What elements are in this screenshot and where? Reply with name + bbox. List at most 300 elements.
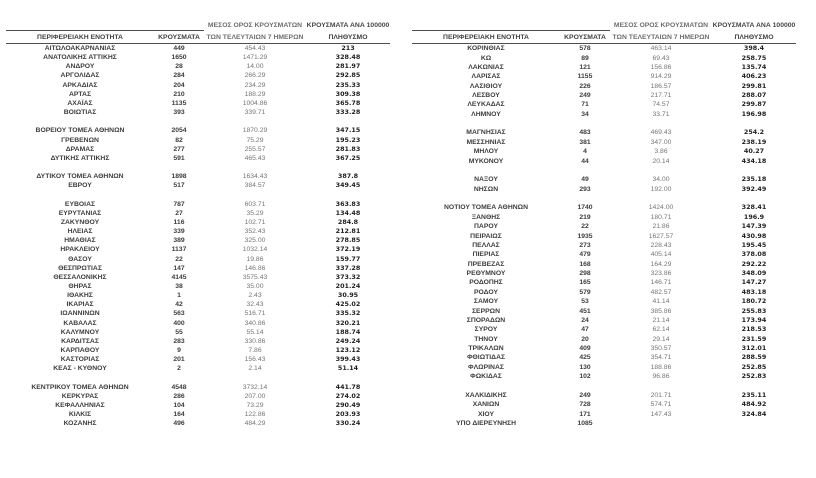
cell-region-name: ΚΑΡΔΙΤΣΑΣ — [61, 337, 99, 345]
cell-avg7: 69.43 — [652, 54, 670, 62]
cell-avg7: 164.29 — [650, 260, 672, 268]
cell-cases: 165 — [579, 279, 591, 287]
cell-per100k: 147.39 — [741, 222, 767, 231]
cell-avg7: 217.71 — [650, 92, 672, 99]
table-row — [6, 392, 390, 401]
cell-cases: 496 — [173, 420, 185, 428]
table-row — [412, 110, 796, 119]
table-row — [6, 53, 390, 62]
cell-cases: 22 — [581, 223, 589, 231]
cell-region-name: ΛΕΣΒΟΥ — [472, 92, 500, 99]
cell-cases: 277 — [173, 145, 185, 153]
cell-avg7: 156.43 — [244, 356, 266, 364]
cell-per100k: 212.81 — [335, 227, 361, 236]
cell-region-name: ΣΕΡΡΩΝ — [471, 307, 501, 315]
cell-avg7: 574.71 — [650, 401, 672, 409]
cell-avg7: 186.57 — [650, 82, 672, 90]
cell-avg7: 7.86 — [248, 347, 262, 355]
table-row — [412, 353, 796, 362]
cell-region-name: ΤΗΝΟΥ — [474, 335, 498, 343]
cell-per100k: 258.75 — [741, 53, 767, 62]
table-row — [6, 300, 390, 309]
cell-per100k: 367.25 — [335, 153, 361, 162]
cell-per100k: 399.43 — [335, 355, 361, 364]
group-spacer — [412, 119, 796, 128]
table-row — [6, 218, 390, 227]
cell-avg7: 2.14 — [248, 365, 262, 373]
cell-avg7: 354.71 — [650, 354, 672, 362]
cell-region-name: ΚΙΛΚΙΣ — [68, 411, 92, 419]
table-row — [6, 200, 390, 209]
header-cases-spacer — [154, 20, 204, 31]
table-row — [412, 203, 796, 212]
cell-cases: 517 — [173, 182, 185, 190]
cell-avg7: 188.29 — [244, 90, 266, 98]
cell-per100k: 135.74 — [741, 62, 767, 71]
cell-cases: 1650 — [171, 54, 187, 62]
table-row — [412, 147, 796, 156]
cell-per100k: 337.28 — [335, 263, 361, 272]
cell-per100k: 252.83 — [741, 372, 767, 381]
cell-per100k: 328.41 — [741, 203, 767, 212]
cell-region-name: ΛΑΣΙΘΙΟΥ — [469, 82, 503, 90]
cell-cases: 381 — [579, 138, 591, 146]
table-row — [412, 63, 796, 72]
cell-region-name: ΧΑΛΚΙΔΙΚΗΣ — [465, 391, 507, 399]
cell-per100k: 378.08 — [741, 250, 767, 259]
cell-avg7: 73.29 — [246, 402, 264, 410]
table-row — [412, 269, 796, 278]
cell-per100k: 330.24 — [335, 419, 361, 428]
cell-per100k: 398.4 — [743, 44, 765, 53]
cell-per100k: 159.77 — [335, 254, 361, 263]
table-row — [412, 44, 796, 54]
cell-cases: 400 — [173, 319, 185, 327]
cell-cases: 204 — [173, 81, 185, 89]
cell-region-name: ΝΟΤΙΟΥ ΤΟΜΕΑ ΑΘΗΝΩΝ — [444, 204, 528, 212]
cell-region-name: ΚΑΡΠΑΘΟΥ — [60, 347, 100, 355]
cell-cases: 130 — [579, 363, 591, 371]
cell-per100k: 299.81 — [741, 81, 767, 90]
cell-per100k: 173.94 — [741, 315, 767, 324]
cell-cases: 34 — [581, 110, 589, 118]
cell-region-name: ΜΕΣΣΗΝΙΑΣ — [466, 138, 506, 146]
cell-per100k: 203.93 — [335, 410, 361, 419]
cell-cases: 339 — [173, 228, 185, 236]
cell-per100k: 324.84 — [741, 409, 767, 418]
cell-region-name: ΚΑΛΥΜΝΟΥ — [60, 328, 100, 336]
cell-per100k: 372.19 — [335, 245, 361, 254]
cell-avg7: 201.71 — [650, 391, 672, 399]
cell-per100k: 281.97 — [335, 62, 361, 71]
cell-per100k: 288.59 — [741, 353, 767, 362]
cell-avg7: 255.57 — [244, 145, 266, 153]
cell-region-name: ΔΥΤΙΚΟΥ ΤΟΜΕΑ ΑΘΗΝΩΝ — [36, 173, 124, 181]
cell-region-name: ΚΕΦΑΛΛΗΝΙΑΣ — [55, 402, 105, 410]
cell-cases: 1135 — [171, 99, 187, 107]
cell-per100k: 335.32 — [335, 309, 361, 318]
cell-per100k: 349.45 — [335, 181, 361, 190]
cell-per100k: 292.85 — [335, 71, 361, 80]
table-row — [412, 128, 796, 137]
table-row — [6, 410, 390, 419]
table-body-left — [6, 44, 390, 429]
cell-region-name: ΡΟΔΟΠΗΣ — [469, 279, 503, 287]
header-region-spacer — [6, 20, 154, 31]
cell-region-name: ΠΙΕΡΙΑΣ — [472, 251, 500, 259]
cell-cases: 4 — [583, 148, 587, 156]
cell-cases: 591 — [173, 154, 185, 162]
group-spacer — [6, 374, 390, 383]
cell-cases: 284 — [173, 72, 185, 80]
cell-avg7: 385.86 — [650, 307, 672, 315]
cell-cases: 171 — [579, 410, 591, 418]
table-row — [412, 372, 796, 381]
cell-region-name: ΡΕΘΥΜΝΟΥ — [466, 270, 506, 278]
cell-per100k: 441.78 — [335, 382, 361, 391]
cell-avg7: 1471.29 — [242, 54, 268, 62]
table-row — [412, 157, 796, 166]
table-row — [6, 355, 390, 364]
cell-avg7: 35.29 — [246, 209, 264, 217]
cell-per100k: 201.24 — [335, 282, 361, 291]
table-row — [6, 264, 390, 273]
table-row — [412, 53, 796, 62]
cell-region-name: ΑΡΚΑΔΙΑΣ — [62, 81, 98, 89]
cell-cases: 121 — [579, 63, 591, 71]
col-header-per100k-line2: ΠΛΗΘΥΣΜΟ — [306, 31, 390, 44]
cell-cases: 164 — [173, 411, 185, 419]
cell-avg7: 75.29 — [246, 136, 264, 144]
cell-avg7: 62.14 — [652, 326, 670, 334]
col-header-avg7-line1: ΜΕΣΟΣ ΟΡΟΣ ΚΡΟΥΣΜΑΤΩΝ — [613, 21, 709, 29]
cell-region-name: ΙΚΑΡΙΑΣ — [66, 301, 94, 309]
group-spacer — [6, 117, 390, 126]
cell-per100k: 147.27 — [741, 278, 767, 287]
col-header-avg7-line2: ΤΩΝ ΤΕΛΕΥΤΑΙΩΝ 7 ΗΜΕΡΩΝ — [610, 31, 712, 44]
col-header-cases: ΚΡΟΥΣΜΑΤΑ — [560, 31, 610, 44]
cell-avg7: 347.00 — [650, 138, 672, 146]
table-row — [412, 260, 796, 269]
cell-region-name: ΚΩ — [480, 54, 492, 62]
spacer-cell — [6, 190, 390, 199]
cell-region-name: ΒΟΙΩΤΙΑΣ — [63, 109, 97, 117]
cell-cases: 249 — [579, 92, 591, 99]
table-row — [412, 344, 796, 353]
cell-region-name: ΑΝΔΡΟΥ — [65, 63, 95, 71]
header-row-top — [6, 20, 390, 31]
cell-avg7: 325.00 — [244, 237, 266, 245]
cell-per100k: 123.12 — [335, 346, 361, 355]
table-row — [6, 227, 390, 236]
cell-cases: 393 — [173, 109, 185, 117]
table-row — [6, 273, 390, 282]
cell-avg7: 330.86 — [244, 337, 266, 345]
table-row — [6, 419, 390, 428]
table-row — [412, 400, 796, 409]
cell-avg7: 1004.86 — [242, 99, 268, 107]
cell-cases: 53 — [581, 298, 589, 306]
cell-cases: 102 — [579, 373, 591, 381]
cell-per100k: 328.48 — [335, 53, 361, 62]
col-header-per100k-line1: ΚΡΟΥΣΜΑΤΑ ΑΝΑ 100000 — [712, 21, 796, 29]
cell-region-name: ΔΥΤΙΚΗΣ ΑΤΤΙΚΗΣ — [50, 154, 110, 162]
cell-region-name: ΘΕΣΣΑΛΟΝΙΚΗΣ — [53, 273, 107, 281]
cell-per100k: 235.33 — [335, 80, 361, 89]
cell-region-name: ΦΘΙΩΤΙΔΑΣ — [466, 354, 506, 362]
header-cases-spacer — [560, 20, 610, 31]
col-header-per100k-line2: ΠΛΗΘΥΣΜΟ — [712, 31, 796, 44]
spacer-cell — [412, 381, 796, 390]
header-row-top — [412, 20, 796, 31]
cell-cases: 298 — [579, 270, 591, 278]
cell-avg7: 234.29 — [244, 81, 266, 89]
cell-avg7: 454.43 — [244, 45, 266, 52]
table-body-right — [412, 44, 796, 429]
cell-per100k: 281.83 — [335, 144, 361, 153]
cell-region-name: ΠΡΕΒΕΖΑΣ — [467, 260, 505, 268]
col-header-avg7-line2: ΤΩΝ ΤΕΛΕΥΤΑΙΩΝ 7 ΗΜΕΡΩΝ — [204, 31, 306, 44]
table-row — [6, 181, 390, 190]
cell-per100k: 483.18 — [741, 287, 767, 296]
table-row — [6, 145, 390, 154]
cell-avg7: 405.14 — [650, 251, 672, 259]
cell-avg7: 122.86 — [244, 411, 266, 419]
cell-region-name: ΠΑΡΟΥ — [474, 223, 498, 231]
cell-avg7: 156.86 — [650, 63, 672, 71]
cell-region-name: ΑΝΑΤΟΛΙΚΗΣ ΑΤΤΙΚΗΣ — [43, 54, 117, 62]
cell-region-name: ΘΗΡΑΣ — [68, 283, 92, 291]
cell-avg7: 266.29 — [244, 72, 266, 80]
group-spacer — [6, 163, 390, 172]
cell-region-name: ΠΕΙΡΑΙΩΣ — [470, 232, 502, 240]
cell-per100k: 406.23 — [741, 72, 767, 81]
cell-avg7: 146.71 — [650, 279, 672, 287]
cell-avg7: 3575.43 — [242, 273, 268, 281]
cell-avg7: 482.57 — [650, 288, 672, 296]
table-row — [412, 325, 796, 334]
cell-per100k: 254.2 — [743, 128, 765, 137]
table-row — [6, 364, 390, 373]
cell-region-name: ΛΑΡΙΣΑΣ — [471, 73, 501, 81]
table-row — [412, 419, 796, 429]
cell-region-name: ΛΑΚΩΝΙΑΣ — [468, 63, 504, 71]
cell-region-name: ΑΧΑΪΑΣ — [67, 99, 93, 107]
cell-avg7: 340.86 — [244, 319, 266, 327]
table-row — [412, 72, 796, 81]
cell-per100k: 387.8 — [337, 172, 359, 181]
table-row — [6, 383, 390, 392]
cell-avg7: 384.57 — [244, 182, 266, 190]
table-row — [6, 136, 390, 145]
cell-per100k: 274.02 — [335, 391, 361, 400]
cell-region-name: ΣΠΟΡΑΔΩΝ — [466, 316, 506, 324]
cell-region-name: ΙΘΑΚΗΣ — [67, 292, 93, 300]
cell-region-name: ΒΟΡΕΙΟΥ ΤΟΜΕΑ ΑΘΗΝΩΝ — [35, 127, 125, 135]
cell-per100k: 320.21 — [335, 318, 361, 327]
cell-avg7: 1634.43 — [242, 173, 268, 181]
cell-avg7: 35.00 — [246, 283, 264, 291]
cell-cases: 226 — [579, 82, 591, 90]
table-row — [412, 278, 796, 287]
cell-avg7: 192.00 — [650, 185, 672, 193]
cell-region-name: ΦΩΚΙΔΑΣ — [470, 373, 502, 381]
table-row — [412, 185, 796, 194]
cell-per100k: 30.95 — [337, 291, 359, 300]
cell-region-name: ΗΡΑΚΛΕΙΟΥ — [60, 246, 100, 254]
cell-cases: 479 — [579, 251, 591, 259]
cell-per100k: 134.48 — [335, 208, 361, 217]
cell-per100k: 238.19 — [741, 137, 767, 146]
cell-avg7: 1870.29 — [242, 127, 268, 135]
cell-per100k: 284.8 — [337, 217, 359, 226]
cell-avg7: 146.86 — [244, 264, 266, 272]
table-row — [412, 100, 796, 109]
cell-region-name: ΗΛΕΙΑΣ — [67, 228, 93, 236]
table-row — [6, 245, 390, 254]
table-row — [6, 62, 390, 71]
cell-cases: 168 — [579, 260, 591, 268]
cell-region-name: ΡΟΔΟΥ — [474, 288, 498, 296]
cell-region-name: ΖΑΚΥΝΘΟΥ — [60, 218, 100, 226]
cell-cases: 71 — [581, 101, 589, 109]
table-row — [412, 288, 796, 297]
cell-cases: 4145 — [171, 273, 187, 281]
table-row — [412, 250, 796, 259]
spacer-cell — [6, 117, 390, 126]
regional-table-right — [412, 20, 796, 429]
table-row — [6, 401, 390, 410]
table-header — [6, 20, 390, 44]
cell-avg7: 1627.57 — [648, 232, 674, 240]
cell-region-name: ΚΑΣΤΟΡΙΑΣ — [60, 356, 100, 364]
cell-avg7 — [610, 419, 712, 429]
cell-cases: 579 — [579, 288, 591, 296]
cell-avg7: 55.14 — [246, 328, 264, 336]
table-row — [412, 391, 796, 400]
cell-per100k: 292.22 — [741, 259, 767, 268]
cell-per100k: 288.07 — [741, 91, 767, 99]
cell-per100k: 213 — [341, 44, 355, 52]
cell-avg7: 102.71 — [244, 218, 266, 226]
table-row — [412, 213, 796, 222]
cell-cases: 1137 — [171, 246, 187, 254]
cell-region-name: ΘΕΣΠΡΩΤΙΑΣ — [58, 264, 102, 272]
cell-per100k: 363.83 — [335, 199, 361, 208]
cell-cases: 449 — [173, 45, 185, 52]
table-row — [412, 231, 796, 240]
cell-region-name: ΑΡΤΑΣ — [68, 90, 92, 98]
cell-cases: 2054 — [171, 127, 187, 135]
cell-avg7: 147.43 — [650, 410, 672, 418]
cell-cases: 1898 — [171, 173, 187, 181]
spacer-cell — [412, 119, 796, 128]
cell-avg7: 3.86 — [654, 148, 668, 156]
table-row — [412, 82, 796, 91]
cell-cases: 283 — [173, 337, 185, 345]
cell-cases: 286 — [173, 392, 185, 400]
cell-avg7: 21.14 — [652, 316, 670, 324]
group-spacer — [412, 381, 796, 390]
cell-cases: 249 — [579, 391, 591, 399]
cell-cases: 563 — [173, 310, 185, 318]
cell-region-name: ΝΑΞΟΥ — [474, 176, 498, 184]
cell-region-name: ΞΑΝΘΗΣ — [471, 213, 501, 221]
cell-per100k: 195.45 — [741, 240, 767, 249]
table-row — [412, 175, 796, 184]
cell-cases: 1 — [177, 292, 181, 300]
cell-per100k — [712, 419, 796, 429]
cell-avg7: 3732.14 — [242, 383, 268, 391]
table-row — [6, 71, 390, 80]
cell-cases: 55 — [175, 328, 183, 336]
table-row — [6, 346, 390, 355]
table-row — [412, 306, 796, 315]
table-row — [6, 81, 390, 90]
cell-per100k: 249.24 — [335, 336, 361, 345]
col-header-region: ΠΕΡΙΦΕΡΕΙΑΚΗ ΕΝΟΤΗΤΑ — [412, 31, 560, 44]
cell-region-name: ΜΑΓΝΗΣΙΑΣ — [466, 129, 506, 137]
cell-avg7: 41.14 — [652, 298, 670, 306]
spacer-cell — [412, 194, 796, 203]
cell-avg7: 2.43 — [248, 292, 262, 300]
cell-region-name: ΑΡΓΟΛΙΔΑΣ — [60, 72, 100, 80]
spacer-cell — [6, 374, 390, 383]
cell-avg7: 19.86 — [246, 255, 264, 263]
cell-cases: 728 — [579, 401, 591, 409]
group-spacer — [412, 194, 796, 203]
cell-region-name: ΣΥΡΟΥ — [474, 326, 498, 334]
regional-table-left — [6, 20, 390, 429]
cell-per100k: 299.87 — [741, 100, 767, 109]
table-row — [6, 154, 390, 163]
cell-avg7: 207.00 — [244, 392, 266, 400]
table-row — [6, 209, 390, 218]
cell-per100k: 290.49 — [335, 401, 361, 410]
cell-region-name: ΤΡΙΚΑΛΩΝ — [468, 345, 504, 353]
cell-cases: 219 — [579, 213, 591, 221]
cell-cases: 4548 — [171, 383, 187, 391]
cell-cases: 82 — [175, 136, 183, 144]
table-row — [412, 222, 796, 231]
cell-avg7: 914.29 — [650, 73, 672, 81]
cell-region-name: ΔΡΑΜΑΣ — [65, 145, 95, 153]
cell-avg7: 350.57 — [650, 345, 672, 353]
cell-per100k: 196.9 — [743, 212, 765, 221]
table-row — [6, 337, 390, 346]
table-row — [6, 291, 390, 300]
cell-cases: 42 — [175, 301, 183, 309]
cell-per100k: 333.28 — [335, 108, 361, 117]
cell-avg7: 29.14 — [652, 335, 670, 343]
cell-avg7: 21.86 — [652, 223, 670, 231]
cell-per100k: 392.49 — [741, 184, 767, 193]
cell-cases: 1935 — [577, 232, 593, 240]
cell-avg7: 96.86 — [652, 373, 670, 381]
table-row — [6, 126, 390, 135]
cell-avg7: 469.43 — [650, 129, 672, 137]
cell-cases: 425 — [579, 354, 591, 362]
cell-region-name: ΗΜΑΘΙΑΣ — [64, 237, 96, 245]
col-header-avg7-line1: ΜΕΣΟΣ ΟΡΟΣ ΚΡΟΥΣΜΑΤΩΝ — [207, 21, 303, 29]
cell-cases: 89 — [581, 54, 589, 62]
cell-per100k: 434.18 — [741, 156, 767, 165]
cell-region-name: ΣΑΜΟΥ — [473, 298, 499, 306]
table-row — [412, 316, 796, 325]
cell-cases: 147 — [173, 264, 185, 272]
header-row-bottom — [412, 31, 796, 44]
cell-per100k: 180.72 — [741, 297, 767, 306]
